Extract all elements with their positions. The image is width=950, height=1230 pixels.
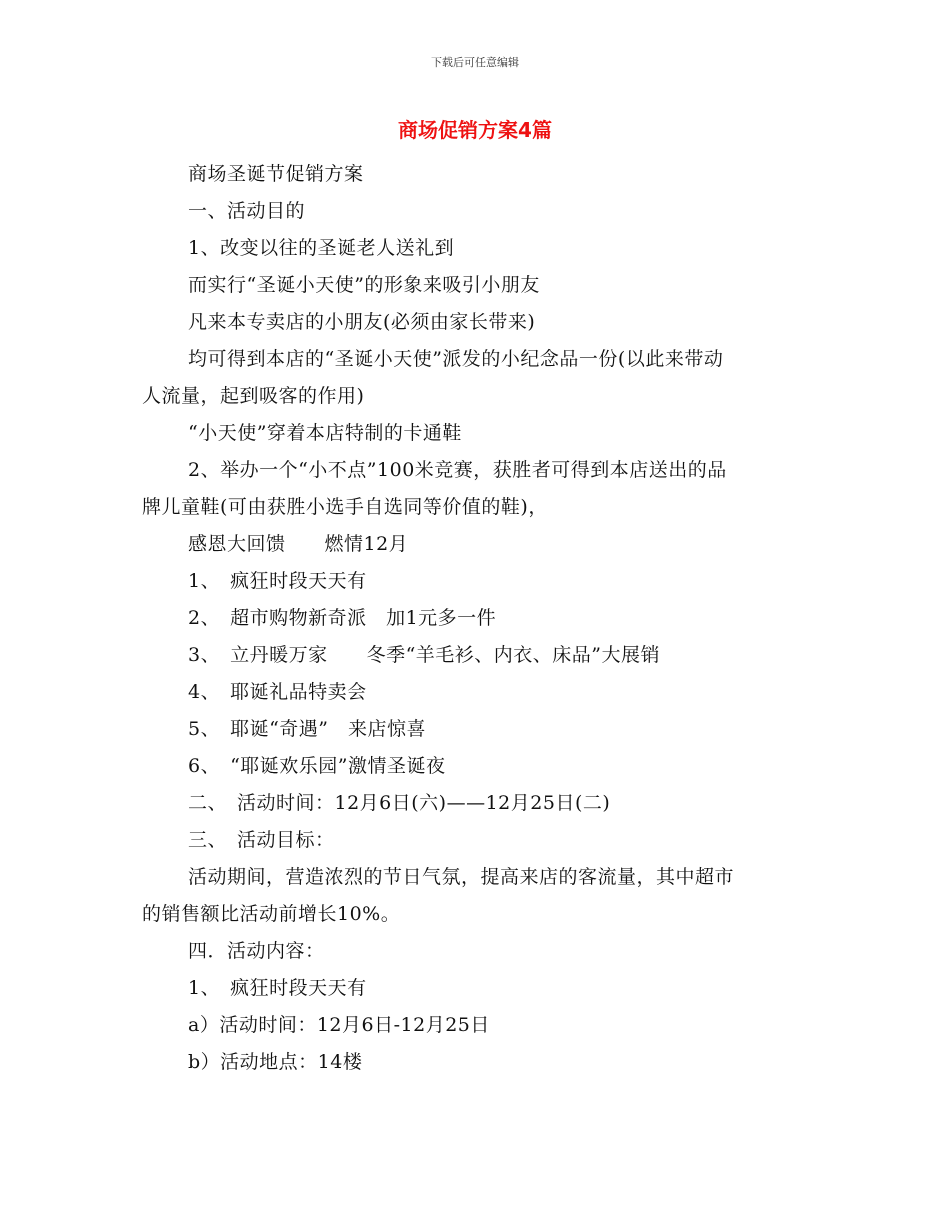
body-line: 人流量，起到吸客的作用) xyxy=(142,385,365,407)
body-line: 3、 立丹暖万家 冬季“羊毛衫、内衣、床品”大展销 xyxy=(188,644,661,666)
body-line: 的销售额比活动前增长10%。 xyxy=(142,903,401,925)
body-line: 感恩大回馈 燃情12月 xyxy=(188,533,409,555)
body-line: 6、 “耶诞欢乐园”激情圣诞夜 xyxy=(188,755,446,777)
body-line: 三、 活动目标： xyxy=(188,829,335,851)
body-line: 均可得到本店的“圣诞小天使”派发的小纪念品一份(以此来带动 xyxy=(188,348,724,370)
body-line: 4、 耶诞礼品特卖会 xyxy=(188,681,367,703)
body-line: 牌儿童鞋(可由获胜小选手自选同等价值的鞋)， xyxy=(142,496,548,518)
body-line: 一、活动目的 xyxy=(188,200,306,222)
document-body xyxy=(142,156,812,1081)
body-line: 2、 超市购物新奇派 加1元多一件 xyxy=(188,607,497,629)
body-line: b）活动地点：14楼 xyxy=(188,1051,363,1073)
body-line: 四．活动内容： xyxy=(188,940,325,962)
body-line: “小天使”穿着本店特制的卡通鞋 xyxy=(188,422,462,444)
body-line: 活动期间，营造浓烈的节日气氛，提高来店的客流量，其中超市 xyxy=(188,866,735,888)
body-line: 1、 疯狂时段天天有 xyxy=(188,977,367,999)
body-line: 商场圣诞节促销方案 xyxy=(188,163,364,185)
document-title: 商场促销方案4篇 xyxy=(398,118,552,142)
body-line: a）活动时间：12月6日-12月25日 xyxy=(188,1014,490,1036)
header-note: 下载后可任意编辑 xyxy=(431,56,519,69)
body-line: 而实行“圣诞小天使”的形象来吸引小朋友 xyxy=(188,274,540,296)
body-line: 1、改变以往的圣诞老人送礼到 xyxy=(188,237,455,259)
body-line: 凡来本专卖店的小朋友(必须由家长带来) xyxy=(188,311,536,333)
body-line: 1、 疯狂时段天天有 xyxy=(188,570,367,592)
body-line: 二、 活动时间：12月6日(六)——12月25日(二) xyxy=(188,792,611,814)
body-line: 5、 耶诞“奇遇” 来店惊喜 xyxy=(188,718,427,740)
body-line: 2、举办一个“小不点”100米竞赛，获胜者可得到本店送出的品 xyxy=(188,459,727,481)
